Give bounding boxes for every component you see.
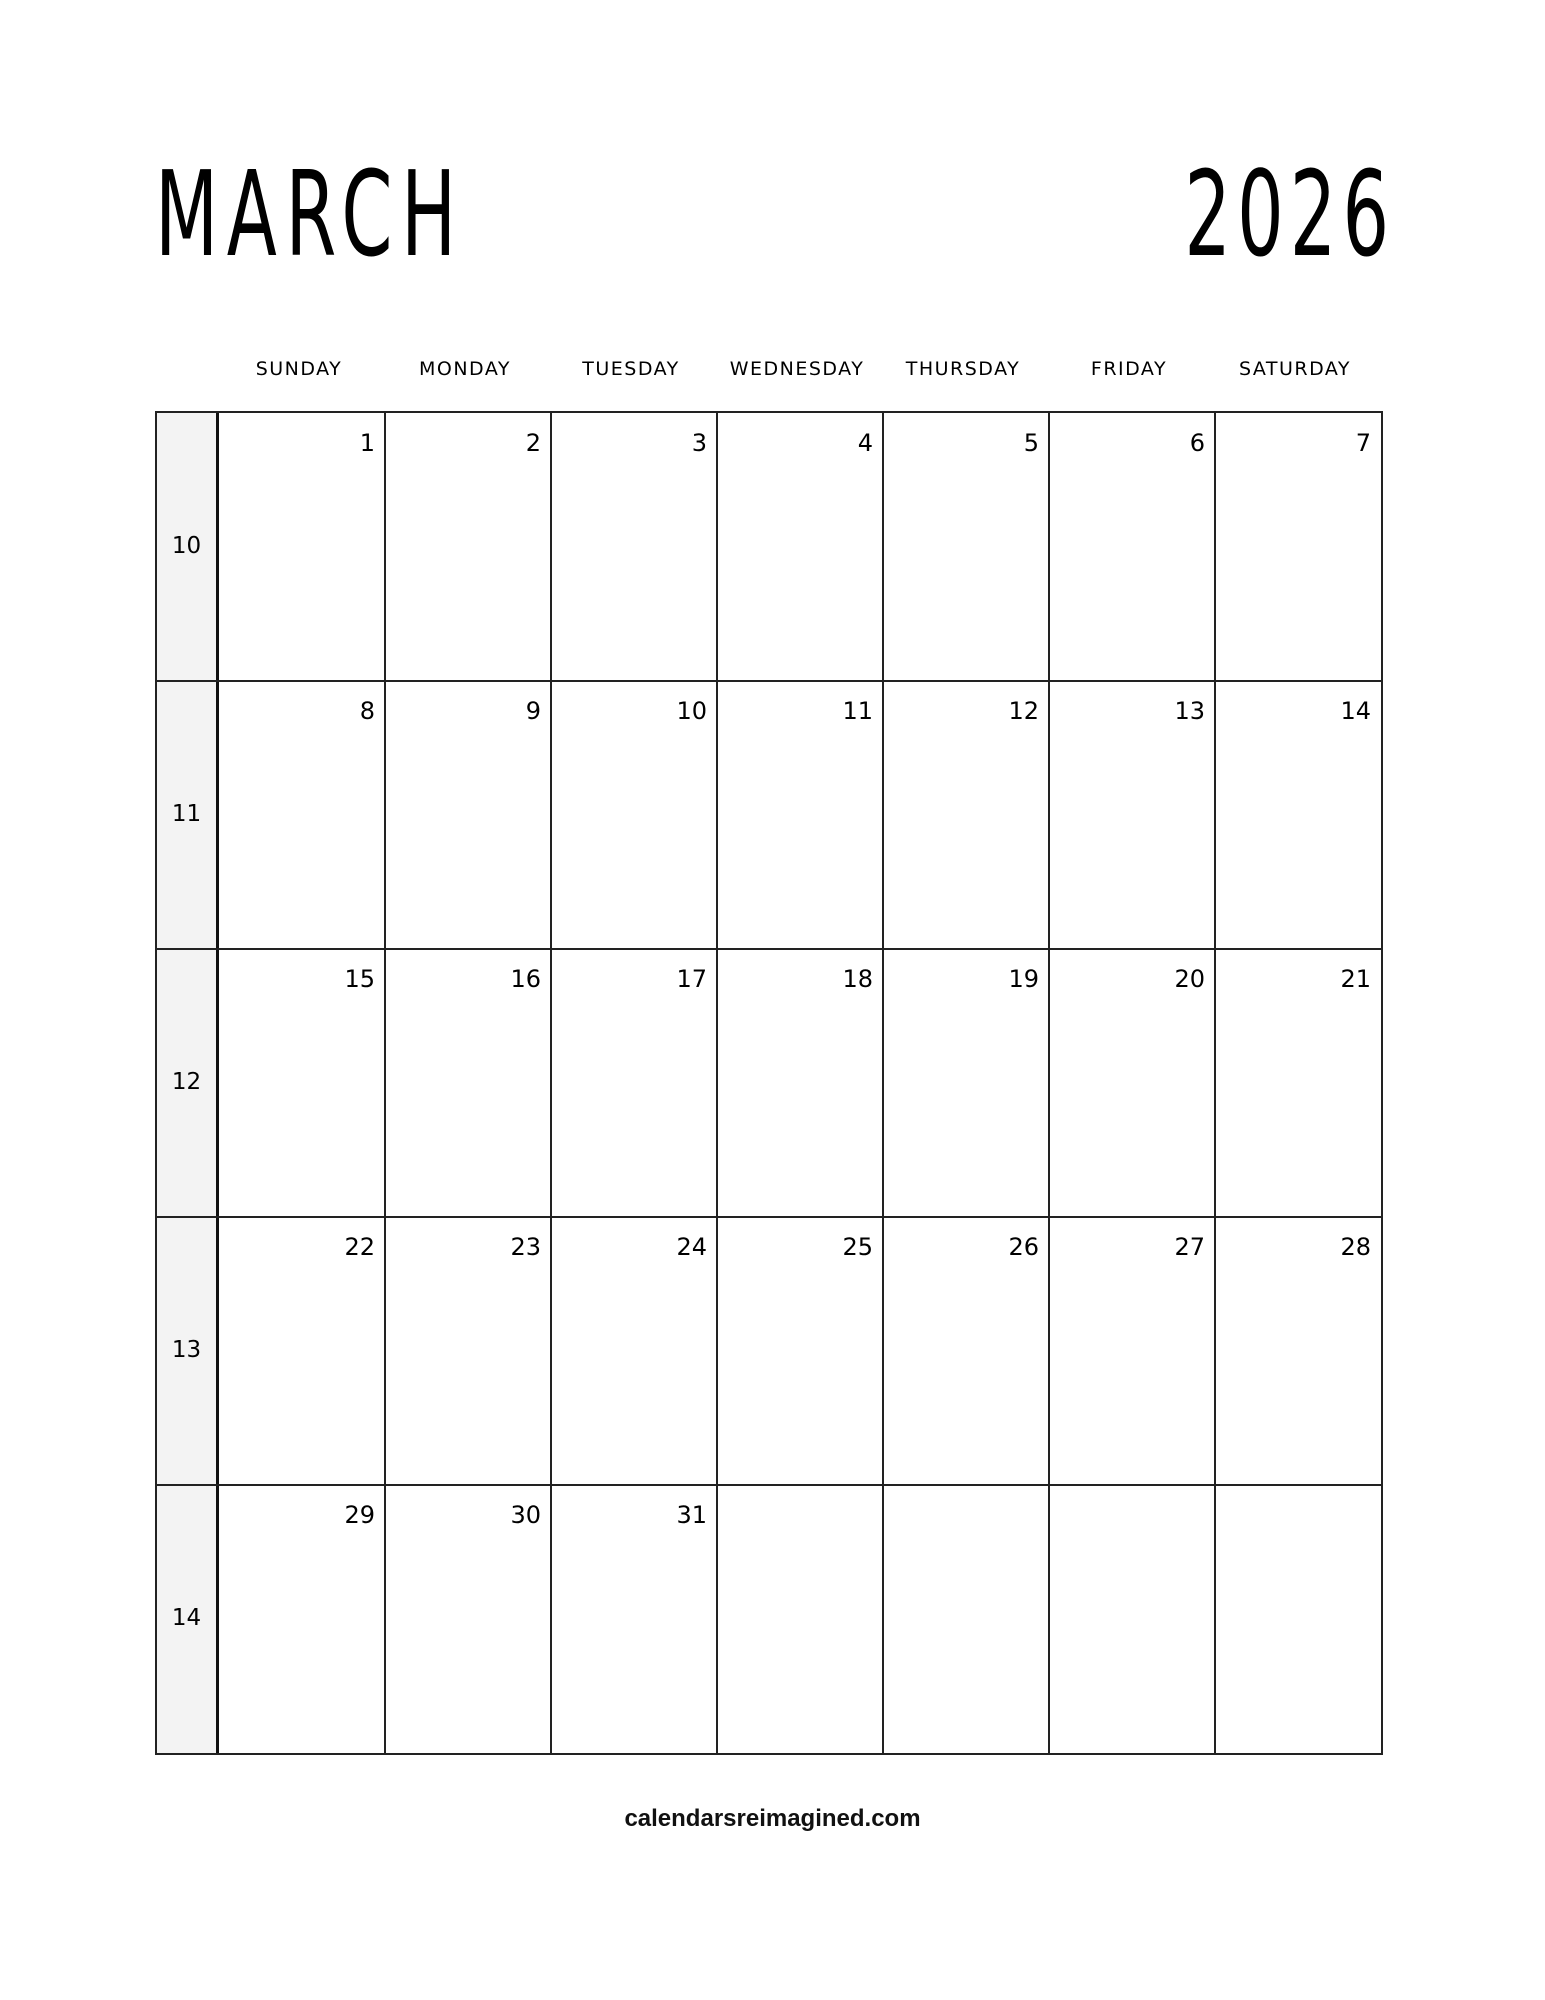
weekday-label: THURSDAY xyxy=(905,358,1021,380)
day-cell[interactable] xyxy=(1215,949,1381,1217)
day-cell[interactable] xyxy=(717,1217,883,1485)
week-number: 10 xyxy=(171,533,202,559)
day-number: 3 xyxy=(691,429,707,457)
weekday-label: WEDNESDAY xyxy=(729,358,865,380)
day-cell[interactable] xyxy=(385,413,551,681)
day-number: 11 xyxy=(842,697,873,725)
day-cell[interactable] xyxy=(717,413,883,681)
day-number: 9 xyxy=(525,697,541,725)
day-cell[interactable] xyxy=(219,413,385,681)
day-cell[interactable] xyxy=(219,1217,385,1485)
day-number: 14 xyxy=(1340,697,1371,725)
day-number: 12 xyxy=(1008,697,1039,725)
day-number: 28 xyxy=(1340,1233,1371,1261)
day-cell[interactable] xyxy=(219,949,385,1217)
day-cell[interactable] xyxy=(385,681,551,949)
day-number: 17 xyxy=(676,965,707,993)
day-number: 21 xyxy=(1340,965,1371,993)
day-number: 27 xyxy=(1174,1233,1205,1261)
weekday-label: SUNDAY xyxy=(255,358,343,380)
day-cell[interactable] xyxy=(385,949,551,1217)
day-cell[interactable] xyxy=(219,1485,385,1753)
day-cell[interactable] xyxy=(1215,1217,1381,1485)
day-cell[interactable] xyxy=(883,949,1049,1217)
day-number: 8 xyxy=(359,697,375,725)
day-cell[interactable] xyxy=(883,413,1049,681)
footer-website: calendarsreimagined.com xyxy=(624,1805,921,1832)
day-number: 2 xyxy=(525,429,541,457)
day-cell[interactable] xyxy=(385,1217,551,1485)
day-cell[interactable] xyxy=(717,1485,883,1753)
day-cell[interactable] xyxy=(883,681,1049,949)
day-number: 5 xyxy=(1023,429,1039,457)
day-cell[interactable] xyxy=(219,681,385,949)
day-number: 23 xyxy=(510,1233,541,1261)
weekday-label: MONDAY xyxy=(419,358,511,380)
day-number: 29 xyxy=(344,1501,375,1529)
day-number: 24 xyxy=(676,1233,707,1261)
week-number: 11 xyxy=(171,801,202,827)
day-cell[interactable] xyxy=(551,949,717,1217)
day-number: 26 xyxy=(1008,1233,1039,1261)
day-cell[interactable] xyxy=(551,681,717,949)
day-number: 18 xyxy=(842,965,873,993)
day-number: 31 xyxy=(676,1501,707,1529)
day-cell[interactable] xyxy=(717,681,883,949)
day-number: 15 xyxy=(344,965,375,993)
day-cell[interactable] xyxy=(1215,413,1381,681)
day-number: 19 xyxy=(1008,965,1039,993)
day-number: 1 xyxy=(359,429,375,457)
day-number: 13 xyxy=(1174,697,1205,725)
day-number: 6 xyxy=(1189,429,1205,457)
weekday-label: TUESDAY xyxy=(582,358,680,380)
day-number: 4 xyxy=(857,429,873,457)
day-number: 10 xyxy=(676,697,707,725)
year-title: 2026 xyxy=(1184,145,1395,283)
day-cell[interactable] xyxy=(1215,681,1381,949)
week-number: 14 xyxy=(171,1605,202,1631)
day-number: 7 xyxy=(1355,429,1371,457)
day-cell[interactable] xyxy=(883,1217,1049,1485)
day-number: 30 xyxy=(510,1501,541,1529)
calendar-grid xyxy=(155,411,1383,1755)
day-cell[interactable] xyxy=(1049,949,1215,1217)
day-number: 16 xyxy=(510,965,541,993)
day-cell[interactable] xyxy=(1215,1485,1381,1753)
week-number: 12 xyxy=(171,1069,202,1095)
day-cell[interactable] xyxy=(1049,1217,1215,1485)
day-cell[interactable] xyxy=(1049,681,1215,949)
day-cell[interactable] xyxy=(551,413,717,681)
weekday-label: FRIDAY xyxy=(1090,358,1168,380)
day-cell[interactable] xyxy=(551,1485,717,1753)
weekday-label: SATURDAY xyxy=(1238,358,1352,380)
day-cell[interactable] xyxy=(1049,1485,1215,1753)
day-cell[interactable] xyxy=(385,1485,551,1753)
month-title: MARCH xyxy=(155,145,465,283)
day-cell[interactable] xyxy=(1049,413,1215,681)
day-cell[interactable] xyxy=(883,1485,1049,1753)
day-cell[interactable] xyxy=(551,1217,717,1485)
day-number: 22 xyxy=(344,1233,375,1261)
day-number: 25 xyxy=(842,1233,873,1261)
day-cell[interactable] xyxy=(717,949,883,1217)
week-number: 13 xyxy=(171,1337,202,1363)
day-number: 20 xyxy=(1174,965,1205,993)
